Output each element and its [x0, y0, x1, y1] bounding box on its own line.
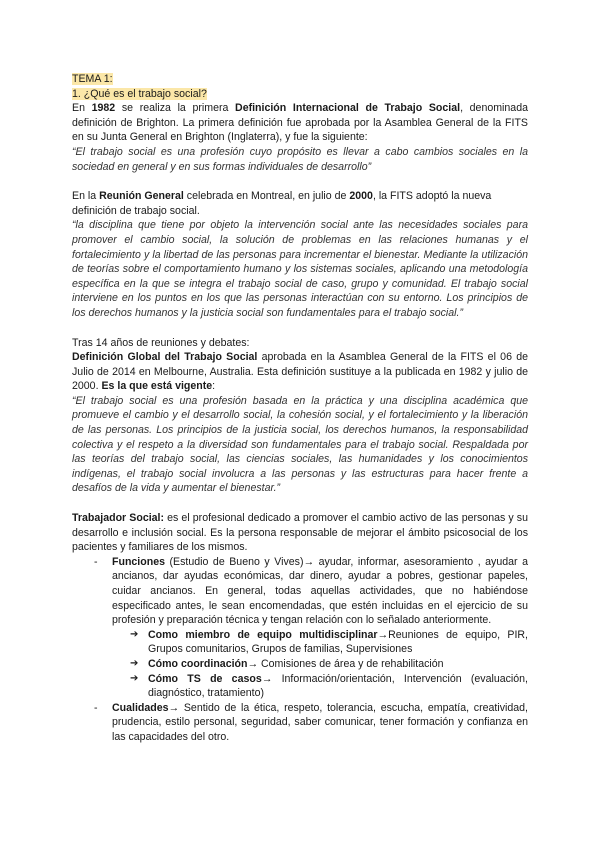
sub-label: Cómo coordinación: [148, 657, 248, 670]
text: → Comisiones de área y de rehabilitación: [247, 657, 444, 670]
text: En: [72, 102, 92, 115]
sub-item-coordinacion: [72, 657, 528, 672]
funciones-content: [112, 555, 528, 628]
text: En la: [72, 190, 100, 203]
text: → Sentido de la ética, respeto, tolerancia, escucha, empatía, creatividad, prudencia, estilo personal, seguridad, saber comunicar, tener formación y confianza en las capacidades del otro.: [112, 701, 528, 743]
text: :: [212, 380, 216, 393]
dash-bullet: -: [94, 555, 98, 568]
text: →Reuniones de equipo, PIR, Grupos comunitarios, Grupos de familias, Supervisiones: [148, 628, 528, 656]
sub-item-equipo: [72, 628, 528, 657]
text: celebrada en Montreal, en julio de: [183, 190, 350, 203]
sub-item-casos: [72, 672, 528, 701]
arrow-icon: ➔: [130, 657, 139, 669]
trabajador-social-label: Trabajador Social:: [72, 512, 165, 525]
text: , la FITS adoptó la nueva definición de trabajo social.: [72, 190, 492, 217]
question-heading: 1. ¿Qué es el trabajo social?: [72, 87, 207, 100]
quote-2000: “la disciplina que tiene por objeto la intervención social ante las necesidades sociales para promover el cambio social, la solución de problemas en las relaciones humanas y el fortalecimiento y la libertad de las personas para incrementar el bienestar. Mediante la utilización de teorías sobre el comportamiento humano y los sistemas sociales, aplicando una metodología específica en la que se integra el trabajo social de caso, grupo y comunidad. El trabajo social interviene en los puntos en los que las personas interactúan con su entorno. Los principios de los derechos humanos y la justicia social son fundamentales para el trabajo social.”: [72, 219, 528, 319]
spacer: [72, 496, 528, 511]
arrow-icon: ➔: [130, 672, 139, 684]
sub-item-content: [148, 672, 528, 701]
paragraph-2014: [72, 350, 528, 394]
cualidades-label: Cualidades: [112, 701, 169, 714]
question-heading-line: [72, 87, 528, 102]
year-2000: 2000: [349, 190, 373, 203]
dash-bullet: -: [94, 701, 98, 714]
quote-1982: “El trabajo social es una profesión cuyo propósito es llevar a cabo cambios sociales en la sociedad en general y en sus formas individuales de desarrollo”: [72, 145, 528, 173]
text: (Estudio de Bueno y Vives)→ ayudar, informar, asesoramiento , ayudar a ancianos, dar ayudas económicas, dar dinero, ayudar a pobres, gestionar papeles, cuidar ancianos. En general, todas aquellas actividades, que no habiéndose especificado antes, le sean encomendadas, que estén incluidas en el ejercicio de su profesión y preparación técnica y tengan relación con lo señalado anteriormente.: [112, 555, 528, 627]
sub-item-content: [148, 657, 528, 672]
paragraph-2000: [72, 189, 528, 218]
document-body: [72, 72, 528, 745]
quote-2014: “El trabajo social es una profesión basada en la práctica y una disciplina académica que promueve el cambio y el desarrollo social, la cohesión social, y el fortalecimiento y la liberación de las personas. Los principios de la justicia social, los derechos humanos, la responsabilidad colectiva y el respeto a la diversidad son fundamentales para el trabajo social. Respaldada por las teorías del trabajo social, las ciencias sociales, las humanidades y los conocimientos indígenas, el trabajo social involucra a las personas y las estructuras para hacer frente a desafíos de la vida y aumentar el bienestar.”: [72, 394, 528, 495]
global-definition: Definición Global del Trabajo Social: [72, 351, 258, 364]
tema-heading: TEMA 1:: [72, 73, 113, 85]
text: → Información/orientación, Intervención (evaluación, diagnóstico, tratamiento): [148, 672, 528, 700]
arrow-icon: ➔: [130, 628, 139, 640]
spacer: [72, 321, 528, 336]
funciones-label: Funciones: [112, 555, 165, 568]
text: se realiza la primera: [115, 102, 236, 115]
year-1982: 1982: [91, 102, 116, 115]
section-title: [72, 72, 528, 87]
paragraph-1982: [72, 101, 528, 145]
reunion-general: Reunión General: [99, 190, 184, 203]
list-item-cualidades: [72, 701, 528, 745]
spacer: [72, 174, 528, 189]
text: aprobada en la Asamblea General de la FITS el 06 de Julio de 2014 en Melbourne, Australia. Esta definición sustituye a la publicada en 1982 y julio de 2000.: [72, 351, 528, 393]
vigente-label: Es la que está vigente: [101, 380, 213, 393]
sub-label: Como miembro de equipo multidisciplinar: [148, 628, 378, 641]
sub-item-content: [148, 628, 528, 657]
paragraph-trabajador: [72, 511, 528, 555]
definition-name: Definición Internacional de Trabajo Social: [235, 102, 461, 115]
cualidades-content: [112, 701, 528, 745]
text: , denominada definición de Brighton. La primera definición fue aprobada por la Asamblea General de la FITS en su Junta General en Brighton (Inglaterra), y fue la siguiente:: [72, 102, 528, 144]
list-item-funciones: [72, 555, 528, 628]
intro-2014: Tras 14 años de reuniones y debates:: [72, 336, 250, 349]
text: es el profesional dedicado a promover el cambio activo de las personas y su desarrollo e inclusión social. Es la persona responsable de mejorar el ámbito psicosocial de los pacientes y familiares de los mismos.: [72, 512, 528, 554]
sub-label: Cómo TS de casos: [148, 672, 262, 685]
